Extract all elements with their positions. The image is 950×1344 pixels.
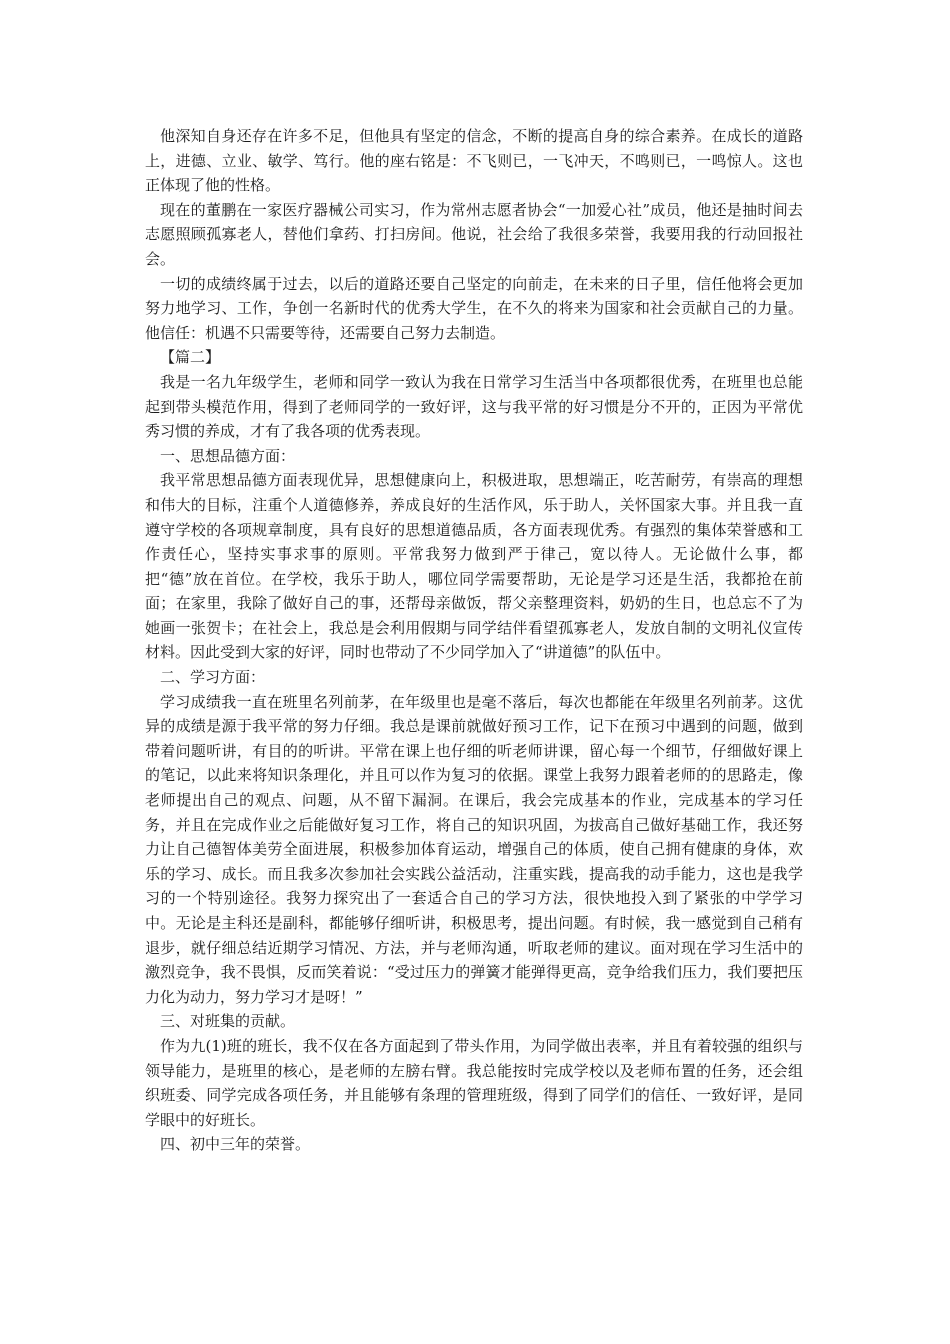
- document-page: [145, 124, 803, 1157]
- paragraph-3: 一切的成绩终属于过去，以后的道路还要自己坚定的向前走，在未来的日子里，信任他将会更加努力地学习、工作，争创一名新时代的优秀大学生，在不久的将来为国家和社会贡献自己的力量。他信任：机遇不只需要等待，还需要自己努力去制造。: [145, 274, 803, 342]
- paragraph-4: 我是一名九年级学生，老师和同学一致认为我在日常学习生活当中各项都很优秀，在班里也总能起到带头模范作用，得到了老师同学的一致好评，这与我平常的好习惯是分不开的，正因为平常优秀习惯的养成，才有了我各项的优秀表现。: [145, 372, 803, 441]
- paragraph-6: 学习成绩我一直在班里名列前茅，在年级里也是毫不落后，每次也都能在年级里名列前茅。这优异的成绩是源于我平常的努力仔细。我总是课前就做好预习工作，记下在预习中遇到的问题，做到带着问题听讲，有目的的听讲。平常在课上也仔细的听老师讲课，留心每一个细节，仔细做好课上的笔记，以此来将知识条理化，并且可以作为复习的依据。课堂上我努力跟着老师的的思路走，像老师提出自己的观点、问题，从不留下漏洞。在课后，我会完成基本的作业，完成基本的学习任务，并且在完成作业之后能做好复习工作，将自己的知识巩固，为拔高自己做好基础工作，我还努力让自己德智体美劳全面进展，积极参加体育运动，增强自己的体质，使自己拥有健康的身体，欢乐的学习、成长。而且我多次参加社会实践公益活动，注重实践，提高我的动手能力，这也是我学习的一个特别途径。我努力探究出了一套适合自己的学习方法，很快地投入到了紧张的中学学习中。无论是主科还是副科，都能够仔细听讲，积极思考，提出问题。有时候，我一感觉到自己稍有退步，就仔细总结近期学习情况、方法，并与老师沟通，听取老师的建议。面对现在学习生活中的激烈竞争，我不畏惧，反而笑着说：“受过压力的弹簧才能弹得更高，竞争给我们压力，我们要把压力化为动力，努力学习才是呀！”: [145, 692, 803, 1006]
- subheading-class-contribution: 三、对班集的贡献。: [160, 1012, 296, 1031]
- subheading-moral: 一、思想品德方面：: [160, 446, 296, 465]
- paragraph-7: 作为九(1)班的班长，我不仅在各方面起到了带头作用，为同学做出表率，并且有着较强的组织与领导能力，是班里的核心，是老师的左膀右臂。我总能按时完成学校以及老师布置的任务，还会组织班委、同学完成各项任务，并且能够有条理的管理班级，得到了同学们的信任、一致好评，是同学眼中的好班长。: [145, 1036, 803, 1129]
- paragraph-1: 他深知自身还存在许多不足，但他具有坚定的信念，不断的提高自身的综合素养。在成长的道路上，进德、立业、敏学、笃行。他的座右铭是：不飞则已，一飞冲天，不鸣则已，一鸣惊人。这也正体现了他的性格。: [145, 127, 803, 195]
- paragraph-5: 我平常思想品德方面表现优异，思想健康向上，积极进取，思想端正，吃苦耐劳，有崇高的理想和伟大的目标，注重个人道德修养，养成良好的生活作风，乐于助人，关怀国家大事。并且我一直遵守学校的各项规章制度，具有良好的思想道德品质，各方面表现优秀。有强烈的集体荣誉感和工作责任心，坚持实事求事的原则。平常我努力做到严于律己，宽以待人。无论做什么事，都把“德”放在首位。在学校，我乐于助人，哪位同学需要帮助，无论是学习还是生活，我都抢在前面；在家里，我除了做好自己的事，还帮母亲做饭，帮父亲整理资料，奶奶的生日，也总忘不了为她画一张贺卡；在社会上，我总是会利用假期与同学结伴看望孤寡老人，发放自制的文明礼仪宣传材料。因此受到大家的好评，同时也带动了不少同学加入了“讲道德”的队伍中。: [145, 471, 803, 662]
- subheading-study: 二、学习方面：: [160, 668, 266, 687]
- paragraph-2: 现在的董鹏在一家医疗器械公司实习，作为常州志愿者协会“一加爱心社”成员，他还是抽时间去志愿照顾孤寡老人，替他们拿药、打扫房间。他说，社会给了我很多荣誉，我要用我的行动回报社会。: [145, 200, 803, 268]
- section-heading-part-two: 【篇二】: [160, 348, 221, 367]
- subheading-honors: 四、初中三年的荣誉。: [160, 1135, 311, 1154]
